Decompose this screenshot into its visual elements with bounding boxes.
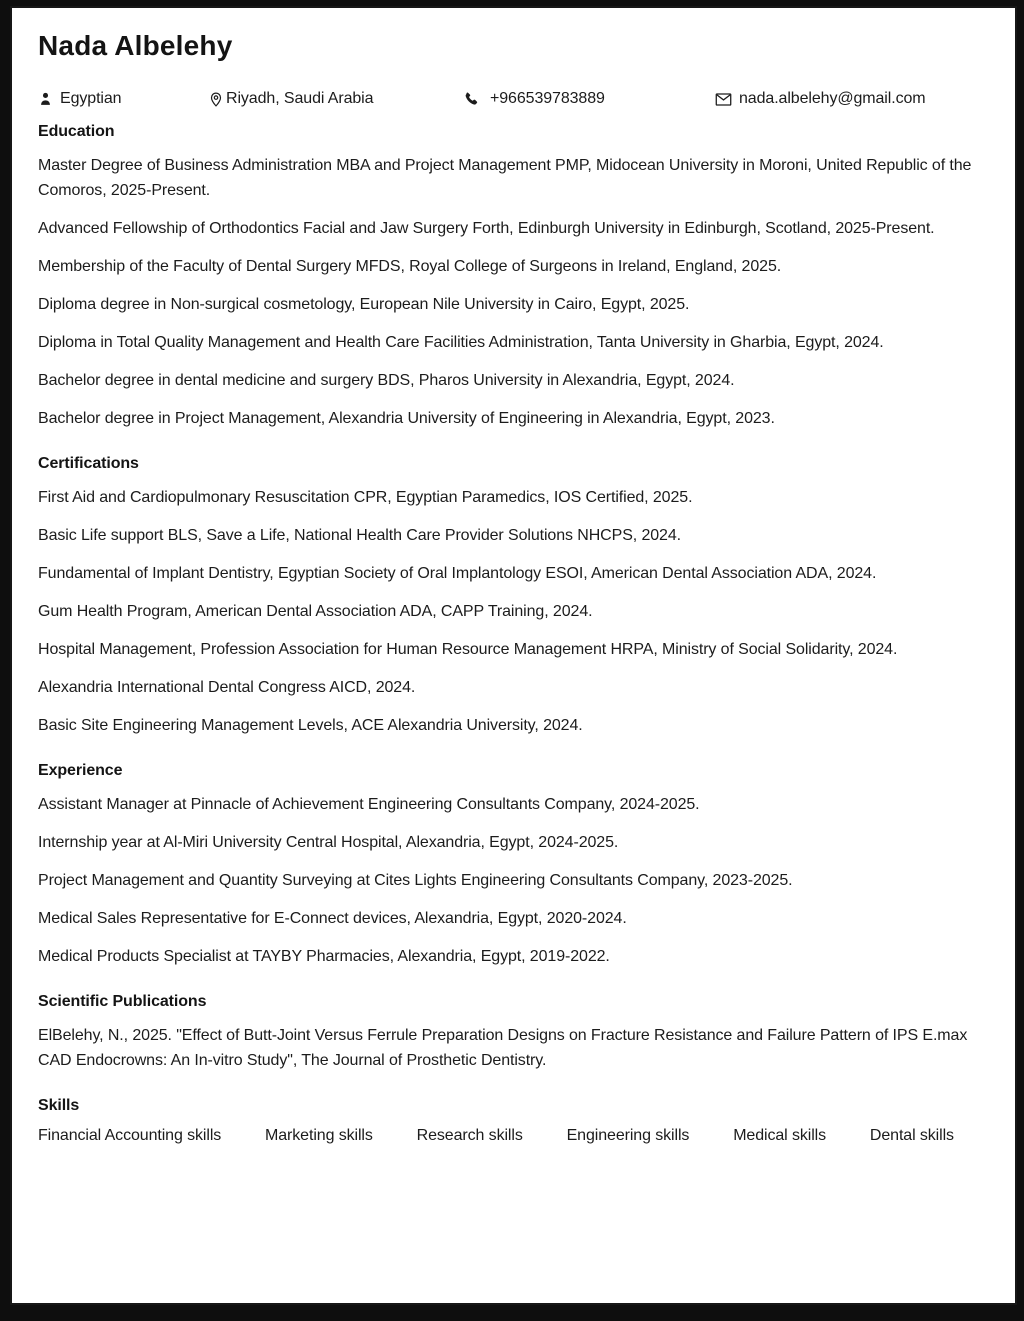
experience-item: Project Management and Quantity Surveying at Cites Lights Engineering Consultants Company, 2023-2025. <box>38 872 793 889</box>
location-pin-icon <box>208 91 224 108</box>
experience-item: Medical Products Specialist at TAYBY Pharmacies, Alexandria, Egypt, 2019-2022. <box>38 948 610 965</box>
experience-item: Assistant Manager at Pinnacle of Achievement Engineering Consultants Company, 2024-2025. <box>38 796 700 813</box>
education-item: Advanced Fellowship of Orthodontics Facial and Jaw Surgery Forth, Edinburgh University in Edinburgh, Scotland, 2025-Present. <box>38 220 935 237</box>
skill-item: Marketing skills <box>265 1127 373 1144</box>
certification-item: Hospital Management, Profession Association for Human Resource Management HRPA, Ministry of Social Solidarity, 2024. <box>38 641 898 658</box>
resume-page <box>10 6 1017 1305</box>
skill-item: Dental skills <box>869 1127 954 1144</box>
experience-item: Medical Sales Representative for E-Connect devices, Alexandria, Egypt, 2020-2024. <box>38 910 627 927</box>
location-text: Riyadh, Saudi Arabia <box>226 90 374 107</box>
experience-item: Internship year at Al-Miri University Central Hospital, Alexandria, Egypt, 2024-2025. <box>38 834 619 851</box>
skills-row <box>38 1127 954 1145</box>
education-item: Membership of the Faculty of Dental Surgery MFDS, Royal College of Surgeons in Ireland, England, 2025. <box>38 258 782 275</box>
nationality-text: Egyptian <box>60 90 122 107</box>
contact-email <box>715 90 926 108</box>
skill-item: Research skills <box>416 1127 523 1144</box>
skill-item: Engineering skills <box>566 1127 690 1144</box>
page-title: Nada Albelehy <box>38 30 233 61</box>
section-title-experience: Experience <box>38 762 123 779</box>
contact-phone <box>463 90 715 108</box>
section-title-publications: Scientific Publications <box>38 993 207 1010</box>
certification-item: Gum Health Program, American Dental Association ADA, CAPP Training, 2024. <box>38 603 593 620</box>
certification-item: Alexandria International Dental Congress AICD, 2024. <box>38 679 416 696</box>
contact-location <box>208 90 463 108</box>
certification-item: Basic Site Engineering Management Levels, ACE Alexandria University, 2024. <box>38 717 583 734</box>
phone-icon <box>463 91 478 107</box>
person-icon <box>38 91 53 107</box>
phone-text: +966539783889 <box>490 90 605 107</box>
certification-item: First Aid and Cardiopulmonary Resuscitation CPR, Egyptian Paramedics, IOS Certified, 2025. <box>38 489 693 506</box>
section-title-skills: Skills <box>38 1097 80 1114</box>
education-item: Master Degree of Business Administration MBA and Project Management PMP, Midocean University in Moroni, United Republic of the Comoros, 2025-Present. <box>38 157 972 199</box>
certification-item: Fundamental of Implant Dentistry, Egyptian Society of Oral Implantology ESOI, American Dental Association ADA, 2024. <box>38 565 877 582</box>
publication-item: ElBelehy, N., 2025. "Effect of Butt-Joint Versus Ferrule Preparation Designs on Fracture Resistance and Failure Pattern of IPS E.max CAD Endocrowns: An In-vitro Study", The Journal of Prosthetic Dentistry. <box>38 1027 968 1069</box>
contact-row <box>38 90 991 108</box>
email-text: nada.albelehy@gmail.com <box>739 90 926 107</box>
skill-item: Financial Accounting skills <box>38 1127 222 1144</box>
skill-item: Medical skills <box>733 1127 827 1144</box>
certification-item: Basic Life support BLS, Save a Life, National Health Care Provider Solutions NHCPS, 2024. <box>38 527 681 544</box>
education-item: Bachelor degree in dental medicine and surgery BDS, Pharos University in Alexandria, Egypt, 2024. <box>38 372 735 389</box>
education-item: Bachelor degree in Project Management, Alexandria University of Engineering in Alexandria, Egypt, 2023. <box>38 410 775 427</box>
section-title-education: Education <box>38 123 115 140</box>
section-title-certifications: Certifications <box>38 455 139 472</box>
education-item: Diploma degree in Non-surgical cosmetology, European Nile University in Cairo, Egypt, 2025. <box>38 296 690 313</box>
email-icon <box>715 92 732 107</box>
education-item: Diploma in Total Quality Management and Health Care Facilities Administration, Tanta University in Gharbia, Egypt, 2024. <box>38 334 884 351</box>
contact-nationality <box>38 90 208 108</box>
